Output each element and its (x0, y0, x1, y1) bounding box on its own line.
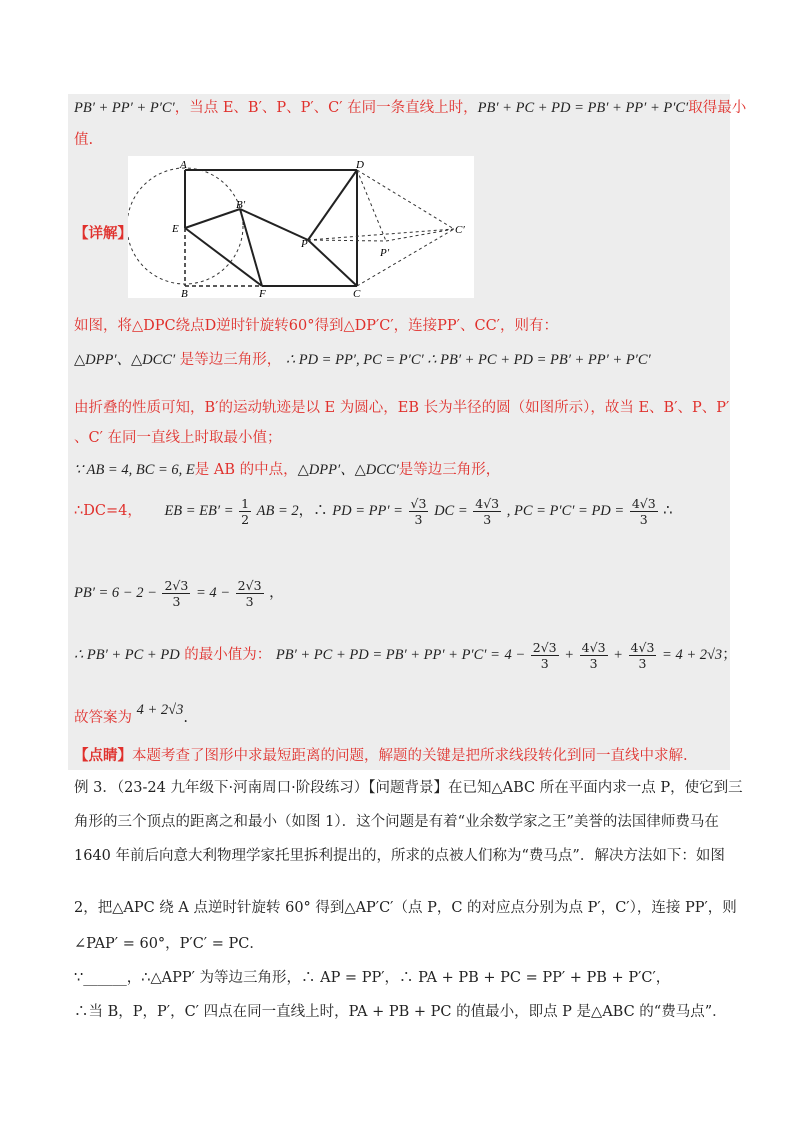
label-P: P (301, 238, 308, 250)
label-C: C (353, 288, 361, 298)
solution-line-10: ∴ PB′ + PC + PD 的最小值为： PB′ + PC + PD = PB′ + PP′ + P′C′ = 4 − $\frac{2√3}{3}$ + $\frac{4√3}{3}$ + $\frac{4√3}{3}$ = 4 + 2√3； (74, 639, 737, 671)
fraction-sqrt3-over-3: $\frac{√3}{3}$ (410, 495, 427, 527)
fraction-4sqrt3-over-3: $\frac{4√3}{3}$ (475, 495, 500, 527)
example-line-3: 1640 年前后向意大利物理学家托里拆利提出的，所求的点被人们称为“费马点”．解决方法如下：如图 (74, 848, 725, 864)
label-P-prime: P′ (380, 247, 390, 259)
fraction-4sqrt3-over-3-b: $\frac{4√3}{3}$ (631, 495, 656, 527)
solution-line-5: 由折叠的性质可知，B′的运动轨迹是以 E 为圆心，EB 长为半径的圆（如图所示），故当 E、B′、P、P′ (74, 400, 730, 416)
segment-DCprime (357, 170, 454, 229)
point-note: 【点睛】本题考查了图形中求最短距离的问题，解题的关键是把所求线段转化到同一直线中求解. (74, 747, 688, 764)
fraction-2sqrt3-over-3-b: $\frac{2√3}{3}$ (237, 577, 262, 609)
fraction-one-half: $\frac{1}{2}$ (241, 495, 250, 527)
label-E: E (172, 223, 179, 235)
example-line-7: ∴当 B，P，P′，C′ 四点在同一直线上时，PA + PB + PC 的值最小，即点 P 是△ABC 的“费马点”． (74, 1004, 727, 1020)
label-C-prime: C′ (455, 224, 465, 236)
segment-PC (308, 240, 357, 286)
label-F: F (259, 288, 266, 298)
fraction-2sqrt3-over-3: $\frac{2√3}{3}$ (164, 577, 189, 609)
fraction-2sqrt3-over-3-c: $\frac{2√3}{3}$ (532, 639, 557, 671)
segment-DPprime (357, 170, 386, 241)
example-line-2: 角形的三个顶点的距离之和最小（如图 1）．这个问题是有着“业余数学家之王”美誉的法国律师费马在 (74, 814, 719, 830)
segment-EBprime (185, 209, 240, 228)
folding-rectangle-diagram (128, 156, 474, 298)
detail-tag: 【详解】 (74, 225, 132, 242)
label-D: D (356, 159, 364, 171)
segment-BprimeP (240, 209, 308, 240)
solution-line-3: 如图，将△DPC绕点D逆时针旋转60°得到△DP′C′，连接PP′、CC′，则有： (74, 318, 558, 334)
solution-line-1: PB′ + PP′ + P′C′，当点 E、B′、P、P′、C′ 在同一条直线上时，PB′ + PC + PD = PB′ + PP′ + P′C′取得最小 (74, 100, 747, 116)
segment-PPprime (308, 240, 386, 241)
segment-PCprime (308, 229, 454, 240)
solution-line-6: 、C′ 在同一直线上时取最小值； (74, 430, 282, 446)
segment-PD (308, 170, 357, 240)
label-A: A (180, 159, 187, 171)
segment-PprimeCprime (386, 229, 454, 241)
label-B-prime: B′ (236, 199, 246, 211)
fraction-4sqrt3-over-3-c: $\frac{4√3}{3}$ (581, 639, 606, 671)
solution-line-2: 值. (74, 132, 94, 148)
solution-line-8: ∴DC=4， EB = EB′ = $\frac{1}{2}$ AB = 2，∴ PD = PP′ = $\frac{√3}{3}$ DC = $\frac{4√3}{3}$ , PC = P′C′ = PD = $\frac{4√3}{3}$ ∴ (74, 495, 673, 527)
example-line-6: ∵______，∴△APP′ 为等边三角形，∴ AP = PP′，∴ PA + PB + PC = PP′ + PB + P′C′， (74, 970, 671, 986)
geometry-figure (128, 156, 474, 298)
solution-line-4: △DPP′、△DCC′ 是等边三角形， ∴ PD = PP′, PC = P′C′ ∴ PB′ + PC + PD = PB′ + PP′ + P′C′ (74, 352, 651, 368)
solution-line-7: ∵ AB = 4, BC = 6, E是 AB 的中点，△DPP′、△DCC′是等边三角形， (74, 462, 501, 478)
example-line-1: 例 3．（23-24 九年级下·河南周口·阶段练习）【问题背景】在已知△ABC 所在平面内求一点 P，使它到三 (74, 780, 743, 796)
example-line-5: ∠PAP′ = 60°，P′C′ = PC． (74, 936, 264, 952)
segment-BprimeF (240, 209, 262, 286)
solution-line-9: PB′ = 6 − 2 − $\frac{2√3}{3}$ = 4 − $\frac{2√3}{3}$ ， (74, 577, 284, 609)
solution-line-11: 故答案为 4 + 2√3. (74, 702, 188, 726)
fraction-4sqrt3-over-3-d: $\frac{4√3}{3}$ (630, 639, 655, 671)
example-line-4: 2，把△APC 绕 A 点逆时针旋转 60° 得到△AP′C′（点 P，C 的对应点分别为点 P′，C′），连接 PP′，则 (74, 900, 737, 916)
segment-EF (185, 228, 262, 286)
label-B: B (181, 288, 188, 298)
